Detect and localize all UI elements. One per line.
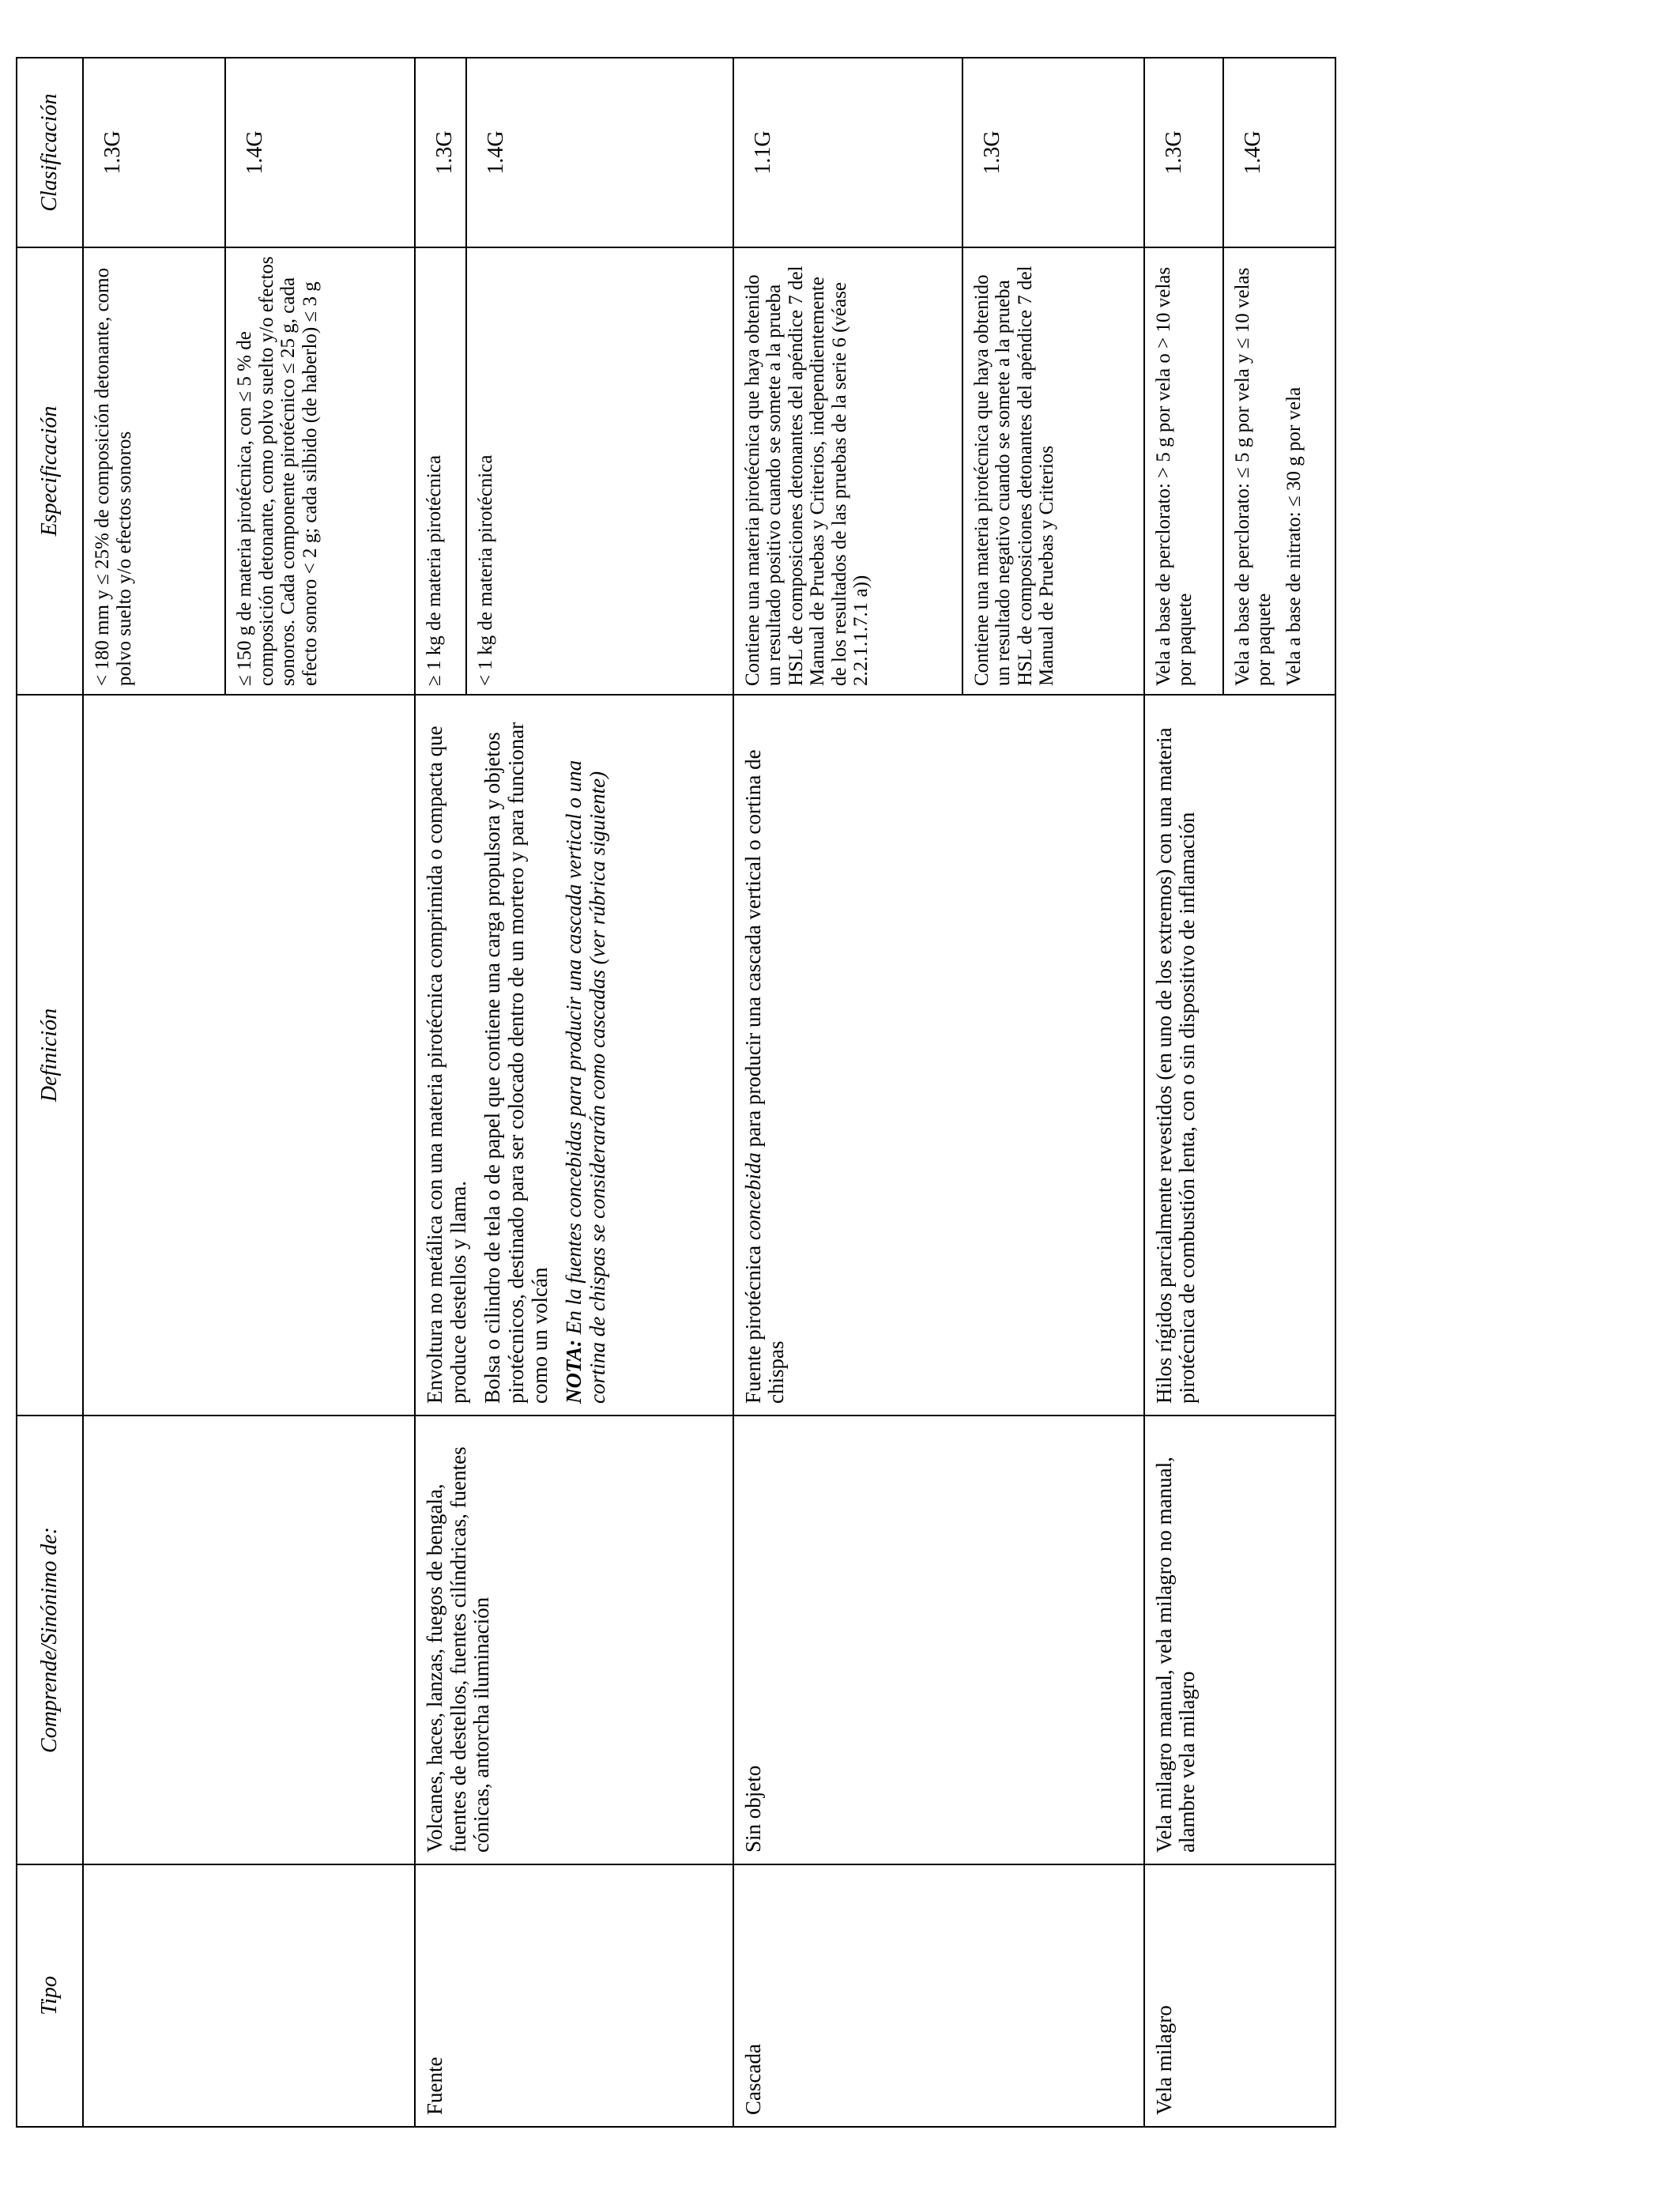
class-cell: 1.3G: [83, 58, 225, 247]
nota-label: NOTA:: [562, 1340, 586, 1404]
spec-cell: [1223, 247, 1335, 695]
tipo-cell-empty: [83, 1864, 415, 2127]
spec-cell: ≥ 1 kg de materia pirotécnica: [415, 247, 466, 695]
comprende-cell: Sin objeto: [733, 1416, 1144, 1864]
spec-cell: Vela a base de perclorato: > 5 g por vela o > 10 velas por paquete: [1144, 247, 1223, 695]
header-row: [17, 58, 83, 2127]
header-definicion: Definición: [17, 695, 83, 1416]
header-comprende: Comprende/Sinónimo de:: [17, 1416, 83, 1864]
table-row: [415, 58, 466, 2127]
header-clasificacion: Clasificación: [17, 58, 83, 247]
class-cell: 1.3G: [1144, 58, 1223, 247]
tipo-cell: Cascada: [733, 1864, 1144, 2127]
spec-cell: ≤ 150 g de materia pirotécnica, con ≤ 5 % de composición detonante, como polvo suelto y/o efectos sonoros. Cada componente pirotécnico ≤ 25 g, cada efecto sonoro < 2 g; cada silbido (de haberlo) ≤ 3 g: [225, 247, 415, 695]
nota-text: En la fuentes concebidas para producir una cascada vertical o una cortina de chispas se considerarán como cascadas (ver rúbrica siguiente): [562, 760, 610, 1404]
class-cell: 1.4G: [1223, 58, 1335, 247]
header-especificacion: Especificación: [17, 247, 83, 695]
spec-cell: Contiene una materia pirotécnica que haya obtenido un resultado negativo cuando se somete a la prueba HSL de composiciones detonantes del apéndice 7 del Manual de Pruebas y Criterios: [962, 247, 1144, 695]
comprende-cell: Volcanes, haces, lanzas, fuegos de bengala, fuentes de destellos, fuentes cilíndricas, fuentes cónicas, antorcha iluminación: [415, 1416, 733, 1864]
tipo-cell: Fuente: [415, 1864, 733, 2127]
class-cell: 1.3G: [962, 58, 1144, 247]
comprende-cell: Vela milagro manual, vela milagro no manual, alambre vela milagro: [1144, 1416, 1335, 1864]
class-cell: 1.4G: [466, 58, 733, 247]
table-row: [1144, 58, 1223, 2127]
spec-cell: < 1 kg de materia pirotécnica: [466, 247, 733, 695]
rotated-page: [16, 58, 1331, 2128]
definicion-text: para producir una cascada vertical o cortina de chispas: [740, 749, 789, 1404]
comprende-cell-empty: [83, 1416, 415, 1864]
spec-line: Vela a base de perclorato: ≤ 5 g por vela y ≤ 10 velas por paquete: [1231, 267, 1275, 686]
nota: [559, 696, 617, 1415]
spec-cell: < 180 mm y ≤ 25% de composición detonante, como polvo suelto y/o efectos sonoros: [83, 247, 225, 695]
definicion-text: Fuente pirotécnica: [740, 1240, 765, 1404]
table-row: [733, 58, 962, 2127]
definicion-italic: concebida: [740, 1152, 765, 1241]
definicion-cell: Hilos rígidos parcialmente revestidos (en uno de los extremos) con una materia pirotécnica de combustión lenta, con o sin dispositivo de inflamación: [1144, 695, 1335, 1416]
table-row: [83, 58, 225, 2127]
class-cell: 1.1G: [733, 58, 962, 247]
definicion-part: Bolsa o cilindro de tela o de papel que contiene una carga propulsora y objetos pirotécnicos, destinado para ser colocado dentro de un mortero y para funcionar como un volcán: [480, 722, 552, 1404]
definicion-part: Envoltura no metálica con una materia pirotécnica comprimida o compacta que produce destellos y llama.: [423, 726, 470, 1404]
definicion-cell: [733, 695, 1144, 1416]
definicion-cell-empty: [83, 695, 415, 1416]
header-tipo: Tipo: [17, 1864, 83, 2127]
pyrotechnics-classification-table: [16, 57, 1336, 2128]
tipo-cell: Vela milagro: [1144, 1864, 1335, 2127]
class-cell: 1.3G: [415, 58, 466, 247]
definicion-cell: [415, 695, 733, 1416]
class-cell: 1.4G: [225, 58, 415, 247]
spec-cell: Contiene una materia pirotécnica que haya obtenido un resultado positivo cuando se somete a la prueba HSL de composiciones detonantes del apéndice 7 del Manual de Pruebas y Criterios, independientemente de los resultados de las pruebas de la serie 6 (véase 2.2.1.1.7.1 a)): [733, 247, 962, 695]
spec-line: Vela a base de nitrato: ≤ 30 g por vela: [1283, 386, 1305, 686]
